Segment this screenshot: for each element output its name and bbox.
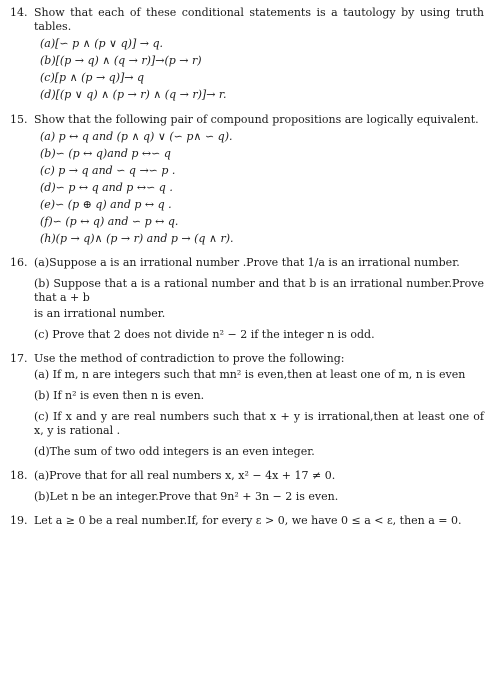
subpart-e: (e)∽ (p ⊕ q) and p ↔ q . [40, 198, 172, 211]
subpart-b: (b) If n² is even then n is even. [34, 389, 205, 402]
question-stem: Show that the following pair of compound propositions are logically equivalent. [34, 113, 479, 126]
subpart-h: (h)(p → q)∧ (p → r) and p → (q ∧ r). [40, 232, 234, 245]
subpart-d: (d)∽ p ↔ q and p ↔∽ q . [40, 181, 173, 194]
subpart-c: (c)[p ∧ (p → q)]→ q [40, 71, 145, 84]
subpart-b-continued: is an irrational number. [34, 307, 166, 320]
question-number: 18. [10, 469, 28, 482]
question-number: 15. [10, 113, 28, 126]
question-16 [10, 256, 484, 342]
question-number: 17. [10, 352, 28, 365]
subpart-b: (b) Suppose that a is a rational number and that b is an irrational number.Prove that a + b [34, 277, 484, 304]
question-18 [10, 469, 484, 504]
subpart-a: (a)Prove that for all real numbers x, x² − 4x + 17 ≠ 0. [34, 469, 336, 482]
subpart-d: (d)[(p ∨ q) ∧ (p → r) ∧ (q → r)]→ r. [40, 88, 227, 101]
question-stem: Use the method of contradiction to prove the following: [34, 352, 345, 365]
subpart-d: (d)The sum of two odd integers is an even integer. [34, 445, 315, 458]
subpart-a: (a) p ↔ q and (p ∧ q) ∨ (∽ p∧ ∽ q). [40, 130, 233, 143]
subpart-f: (f)∽ (p ↔ q) and ∽ p ↔ q. [40, 215, 179, 228]
question-number: 16. [10, 256, 28, 269]
question-text: Let a ≥ 0 be a real number.If, for every ε > 0, we have 0 ≤ a < ε, then a = 0. [34, 514, 462, 527]
subpart-a: (a) If m, n are integers such that mn² is even,then at least one of m, n is even [34, 368, 466, 381]
question-stem: Show that each of these conditional statements is a tautology by using truth tables. [34, 6, 484, 33]
subpart-c: (c) p → q and ∽ q →∽ p . [40, 164, 176, 177]
question-15 [10, 113, 484, 246]
subpart-a: (a)[∽ p ∧ (p ∨ q)] → q. [40, 37, 163, 50]
subpart-b: (b)[(p → q) ∧ (q → r)]→(p → r) [40, 54, 202, 67]
question-number: 14. [10, 6, 28, 19]
subpart-c: (c) Prove that 2 does not divide n² − 2 if the integer n is odd. [34, 328, 375, 341]
question-17 [10, 352, 484, 459]
question-14 [10, 6, 484, 102]
question-19 [10, 514, 484, 528]
subpart-c: (c) If x and y are real numbers such that x + y is irrational,then at least one of x, y is rational . [34, 410, 484, 437]
subpart-b: (b)Let n be an integer.Prove that 9n² + 3n − 2 is even. [34, 490, 339, 503]
subpart-a: (a)Suppose a is an irrational number .Prove that 1/a is an irrational number. [34, 256, 460, 269]
subpart-b: (b)∽ (p ↔ q)and p ↔∽ q [40, 147, 171, 160]
question-number: 19. [10, 514, 28, 527]
